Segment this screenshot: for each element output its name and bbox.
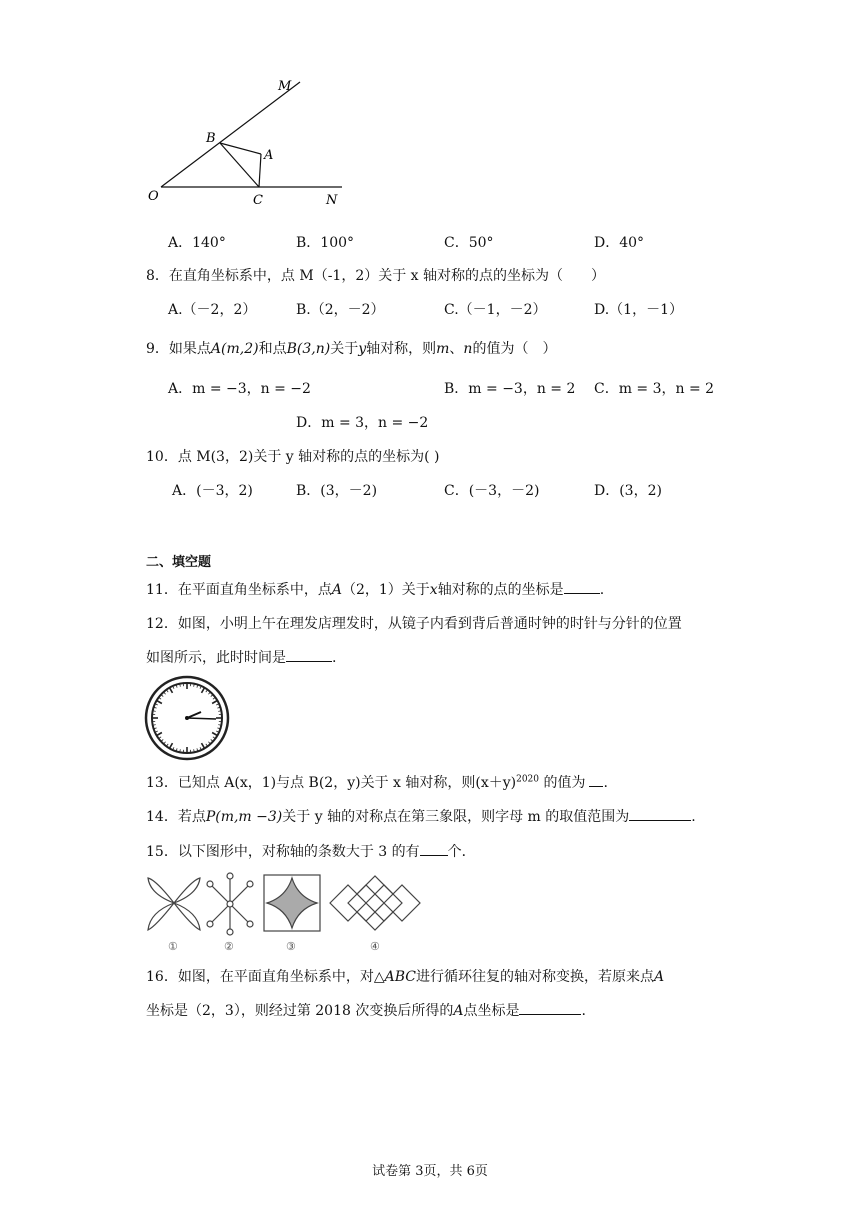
q10-option-c: C．(－3，－2) (444, 483, 540, 499)
q16-line2 (146, 1000, 586, 1020)
q11-coords: （2，1）关于 (341, 582, 430, 598)
symmetry-figures (142, 872, 432, 954)
q11 (146, 579, 604, 599)
q9-option-d: D．m = 3，n = −2 (296, 415, 429, 431)
q9-tail: 的值为（ ） (472, 341, 557, 357)
q9-axis-sym: 轴对称，则 (366, 341, 437, 357)
label-N: N (326, 193, 338, 208)
clock-tick (157, 733, 162, 736)
figure-label-4: ④ (370, 940, 380, 953)
q14-pre: 14．若点 (146, 809, 206, 825)
answer-blank[interactable] (629, 807, 691, 821)
answer-blank[interactable] (420, 842, 448, 856)
q13-exponent: 2020 (516, 774, 540, 785)
q15-pre: 15．以下图形中，对称轴的条数大于 3 的有 (146, 844, 420, 860)
q7-option-c: C．50° (444, 235, 494, 251)
q9-option-b: B．m = −3，n = 2 (444, 381, 576, 397)
label-C: C (253, 193, 263, 208)
q14-end: . (691, 809, 696, 825)
q12-line1: 12．如图，小明上午在理发店理发时，从镜子内看到背后普通时钟的时针与分针的位置 (146, 616, 682, 632)
q14-post: 关于 y 轴的对称点在第三象限，则字母 m 的取值范围为 (282, 809, 630, 825)
q12-end: . (332, 650, 337, 666)
q10-stem: 10．点 M(3，2)关于 y 轴对称的点的坐标为( ) (146, 449, 440, 465)
q15 (146, 841, 476, 861)
q15-post: 个． (447, 844, 476, 860)
q11-pre: 11．在平面直角坐标系中，点 (146, 582, 332, 598)
q11-point: A (331, 582, 342, 598)
clock-icon (144, 675, 230, 761)
clock-tick (170, 743, 173, 748)
q16-point-a: A (653, 969, 665, 985)
section-title: 二、填空题 (146, 555, 212, 570)
answer-blank[interactable] (519, 1001, 581, 1015)
q9-point-a: A (210, 341, 222, 357)
q13-pre: 13．已知点 A(x，1)与点 B(2，y)关于 x 轴对称，则(x＋y) (146, 775, 517, 791)
clock-tick (202, 688, 205, 693)
clock-tick (202, 743, 205, 748)
q11-post: 轴对称的点的坐标是 (437, 582, 564, 598)
q9-about: 关于 (330, 341, 359, 357)
q16-point-a2: A (453, 1003, 464, 1019)
q9-option-c: C．m = 3，n = 2 (594, 381, 715, 397)
q7-option-d: D．40° (594, 235, 645, 251)
q16-mid: 进行循环往复的轴对称变换，若原来点 (415, 969, 654, 985)
q9-n: n (463, 341, 473, 357)
q8-stem: 8．在直角坐标系中，点 M（-1，2）关于 x 轴对称的点的坐标为（ ） (146, 268, 606, 284)
page-footer: 试卷第 3页，共 6页 (372, 1164, 488, 1179)
diamond-chain-figure (330, 876, 420, 930)
answer-blank[interactable] (286, 648, 332, 662)
q11-end: . (599, 582, 605, 598)
q14 (146, 806, 696, 826)
q16-line2-post: 点坐标是 (463, 1003, 520, 1019)
q8-option-b: B.（2，－2） (296, 302, 385, 318)
q9-num: 9．如果点 (146, 341, 211, 357)
q9-stem (146, 338, 556, 358)
label-M: M (278, 79, 292, 94)
clock-tick (170, 688, 173, 693)
q12-line2 (146, 647, 336, 667)
figure-label-3: ③ (286, 940, 296, 953)
q11-axis: x (429, 582, 438, 598)
q14-point: P(m,m −3) (205, 809, 283, 825)
clock-tick (212, 733, 217, 736)
q13-end: . (603, 775, 608, 791)
label-A: A (264, 148, 274, 163)
q8-option-c: C.（－1，－2） (444, 302, 547, 318)
angle-figure (140, 70, 360, 210)
clock-tick (212, 701, 217, 704)
answer-blank[interactable] (589, 773, 603, 787)
q16-line1 (146, 966, 664, 986)
q8-option-a: A.（－2，2） (168, 302, 257, 318)
figure-label-1: ① (168, 940, 178, 953)
q8-option-d: D.（1，－1） (594, 302, 683, 318)
label-O: O (148, 189, 159, 204)
label-B: B (206, 131, 216, 146)
figure-label-2: ② (224, 940, 234, 953)
q9-point-b: B (286, 341, 297, 357)
answer-blank[interactable] (564, 580, 600, 594)
q9-sep: 、 (449, 341, 464, 357)
q12-line2-text: 如图所示，此时时间是 (146, 650, 286, 666)
q9-and: 和点 (258, 341, 287, 357)
q16-triangle: ABC (384, 969, 416, 985)
q9-m: m (436, 341, 450, 357)
petal-figure (148, 878, 200, 930)
q13 (146, 772, 608, 792)
q10-option-a: A．(－3，2) (172, 483, 253, 499)
q9-option-a: A．m = −3，n = −2 (168, 381, 311, 397)
q7-option-a: A．140° (168, 235, 226, 251)
q10-option-b: B．(3，－2) (296, 483, 378, 499)
clock-tick (157, 701, 162, 704)
spoke-figure (207, 873, 253, 935)
q9-point-b-coords: (3,n) (296, 341, 331, 357)
q9-point-a-coords: (m,2) (221, 341, 259, 357)
q7-option-b: B．100° (296, 235, 355, 251)
q10-option-d: D．(3，2) (594, 483, 662, 499)
q13-post: 的值为 (539, 775, 586, 791)
q9-axis: y (358, 341, 367, 357)
q16-line2-pre: 坐标是（2，3），则经过第 2018 次变换后所得的 (146, 1003, 454, 1019)
q16-pre: 16．如图，在平面直角坐标系中，对△ (146, 969, 385, 985)
square-star-figure (264, 875, 320, 931)
q16-end: . (581, 1003, 586, 1019)
